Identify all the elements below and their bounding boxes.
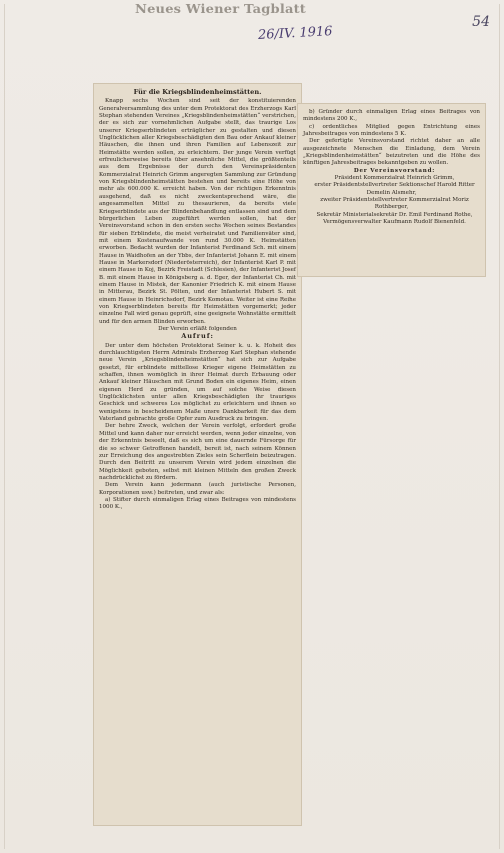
board-member: Vermögensverwalter Kaufmann Rudolf Bienenfeld. bbox=[323, 219, 466, 226]
board-member: zweiter Präsidentstellvertreter Kommerzialrat Moriz Rothberger, bbox=[320, 197, 469, 211]
appeal-paragraph: Dem Verein kann jedermann (auch juristische Personen, Korporationen usw.) beitreten, und zwar als: bbox=[99, 482, 296, 496]
article-paragraph: Knapp sechs Wochen sind seit der konstituierenden Generalversammlung des unter dem Protektorat des Erzherzogs Karl Stephan stehenden Vereines „Kriegsblindenheimstätten“ verstrichen, der es sich zur vornehmlichen Aufgabe stellt, das traurige Los unserer Kriegserblindeten erträglicher zu gestalten und diesen Unglücklichen aller Kriegsbeschädigten den Bau oder Ankauf kleiner Häuschen, die ihnen und ihren Familien auf Lebenszeit zur Heimstätte werden sollen, zu erleichtern. Der junge Verein verfügt erfreulicherweise bereits über ansehnliche Mittel, die größtenteils aus dem Ergebnisse der durch den Vereinspräsidenten Kommerzialrat Heinrich Grimm angeregten Sammlung zur Gründung von Kriegsblindenheimstätten bestehen und bereits eine Höhe von mehr als 600.000 K. erreicht haben. Von der richtigen Erkenntnis ausgehend, daß es nicht zweckentsprechend wäre, die angesammelten Mittel zu thesaurieren, da bereits viele Kriegserblindete aus der Blindenbehandlung entlassen sind und dem bürgerlichen Leben zugeführt werden sollen, hat der Vereinsvorstand schon in den ersten sechs Wochen seines Bestandes für sieben Erblindete, die meist verheiratet und Familienväter sind, mit einem Kostenaufwande von rund 30.000 K. Heimstätten erworben. Bedacht wurden der Infanterist Ferdinand Sch. mit einem Hause in Waidhofen an der Ybbs, der Infanterist Johann E. mit einem Hause in Markersdorf (Niederösterreich), der Infanterist Karl P. mit einem Hause in Koj, Bezirk Freistadt (Schlesien), der Infanterist Josef B. mit einem Hause in Königsberg a. d. Eger, der Infanterist Ch. mit einem Hause in Mistek, der Kanonier Friedrich K. mit einem Hause in Mitterau, Bezirk St. Pölten, und der Infanterist Hubert S. mit einem Hause in Heinrichsdorf, Bezirk Komotau. Weiter ist eine Reihe von Kriegserblindeten bereits für Heimstätten vorgemerkt; jeder einzelne Fall wird genau geprüft, eine geeignete Wohnstätte ermittelt und für den armen Blinden erworben. bbox=[99, 98, 296, 325]
side-paragraph: c) ordentliches Mitglied gegen Entrichtung eines Jahresbeitrages von mindestens 5 K. bbox=[303, 123, 480, 138]
appeal-paragraph: Der unter dem höchsten Protektorat Seiner k. u. k. Hoheit des durchlauchtigsten Herrn Admirals Erzherzog Karl Stephan stehende neue Verein „Kriegsblindenheimstätten“ hat sich zur Aufgabe gesetzt, für erblindete mittellose Krieger eigene Heimstätten zu schaffen, ihnen womöglich in ihrer Heimat durch Erbauung oder Ankauf kleiner Häuschen mit Grund Boden ein eigenes Heim, einen eigenen Herd zu gründen, um auf solche Weise diesen Unglücklichsten unter allen Kriegsbeschädigten ihr trauriges Geschick und schweres Los möglichst zu erleichtern und ihnen so wenigstens in bescheidenem Maße unsre Dankbarkeit für das dem Vaterland gebrachte große Opfer zum Ausdruck zu bringen. bbox=[99, 342, 296, 423]
board-member: Präsident Kommerzialrat Heinrich Grimm, bbox=[334, 175, 455, 182]
appeal-paragraph: Der hehre Zweck, welchen der Verein verfolgt, erfordert große Mittel und kann daher nur erreicht werden, wenn jeder einzelne, von der Erkenntnis beseelt, daß es sich um eine dauernde Fürsorge für die so schwer Getroffenen handelt, bereit ist, nach seinem Können zur Erreichung des angestrebten Zieles sein Scherflein beizutragen. Durch den Beitritt zu unserem Verein wird jedem einzelnen die Möglichkeit geboten, selbst mit kleinen Mitteln den großen Zweck nachdrücklichst zu fördern. bbox=[99, 423, 296, 481]
main-article-column bbox=[99, 89, 296, 512]
side-article-column bbox=[303, 109, 480, 227]
board-heading: Der Vereinsvorstand: bbox=[353, 167, 436, 174]
side-paragraph: Der gefertigte Vereinsvorstand richtet daher an alle ausgezeichnete Menschen die Einladung, dem Verein „Kriegsblindenheimstätten“ beizutreten und die Höhe des künftigen Jahresbeitrages bekanntgeben zu wollen. bbox=[303, 138, 480, 167]
board-member: erster Präsidentstellvertreter Sektionschef Harold Ritter Demelin Alsmehr, bbox=[314, 182, 475, 196]
article-paragraph: Der Verein erläßt folgenden bbox=[158, 326, 237, 332]
newspaper-masthead: Neues Wiener Tagblatt bbox=[135, 2, 307, 17]
appeal-paragraph: a) Stifter durch einmaligen Erlag eines Beitrages von mindestens 1000 K., bbox=[99, 496, 296, 511]
handwritten-date: 26/IV. 1916 bbox=[257, 24, 333, 43]
main-clipping bbox=[93, 83, 302, 826]
side-clipping bbox=[297, 103, 486, 277]
side-paragraph: b) Gründer durch einmaligen Erlag eines Beitrages von mindestens 200 K., bbox=[303, 109, 480, 123]
page-number: 54 bbox=[472, 14, 490, 30]
board-member: Sekretär Ministerialsekretär Dr. Emil Ferdinand Rothe, bbox=[316, 211, 473, 218]
appeal-heading: Aufruf: bbox=[181, 332, 214, 341]
article-heading: Für die Kriegsblindenheimstätten. bbox=[133, 88, 262, 96]
